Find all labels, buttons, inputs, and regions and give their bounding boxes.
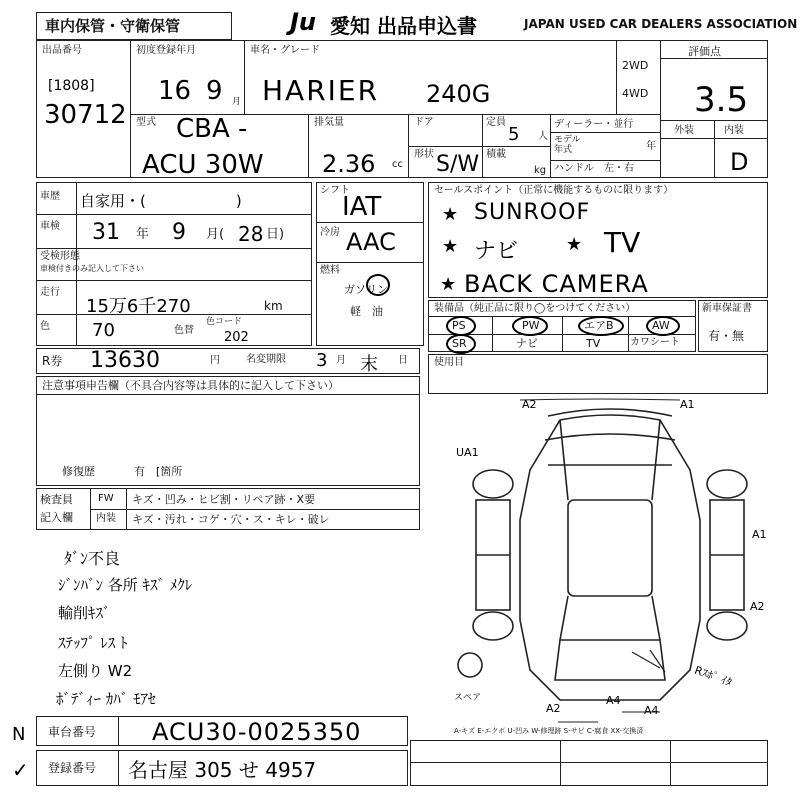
chassis-label: 車台番号: [48, 725, 97, 739]
margin-mark-check: ✓: [12, 758, 29, 782]
color-value: 70: [92, 320, 115, 341]
equipment-label: 装備品（純正品に限り◯をつけてください）: [434, 303, 636, 314]
model-year-label-1: モデル: [554, 135, 581, 145]
inspection-year: 31: [92, 220, 120, 245]
repair-history-value: 有 [箇所: [134, 465, 183, 478]
equip-airbag: エアB: [584, 319, 614, 332]
reg-month: 9: [206, 76, 223, 106]
damage-mark-4: A1: [752, 528, 767, 541]
inspection-day-unit: 日): [266, 227, 285, 242]
interior-check-text: キズ・汚れ・コゲ・穴・ス・キレ・破レ: [132, 513, 330, 526]
damage-mark-8: A4: [644, 704, 659, 717]
receive-sub: 車検付きのみ記入して下さい: [40, 264, 144, 273]
equip-ps: PS: [452, 319, 466, 332]
bottom-right-frame: [410, 740, 768, 786]
shift-value: IAT: [342, 192, 382, 222]
inspection-month: 9: [172, 220, 186, 245]
fuel-light-oil: 軽 油: [350, 305, 383, 318]
lot-label: 出品番号: [42, 45, 82, 56]
note-line-4: ｽﾃｯﾌﾟ ﾚｽ ﾄ: [58, 634, 128, 652]
model-type-2: ACU 30W: [142, 150, 264, 180]
car-name-label: 車名・グレード: [250, 45, 320, 56]
model-year-unit: 年: [646, 141, 656, 152]
sales-star-1: ★: [442, 204, 459, 225]
handle-label: ハンドル 左・右: [554, 163, 634, 174]
registration-label: 登録番号: [48, 761, 97, 775]
registration-number: 名古屋 305 せ 4957: [128, 758, 317, 782]
score-value: 3.5: [694, 80, 749, 120]
damage-mark-6: A2: [546, 702, 561, 715]
name-change-label: 名変期限: [246, 354, 286, 365]
fw-text: キズ・凹み・ヒビ割・リペア跡・X要: [132, 493, 316, 506]
storage-stamp-text: 車内保管・守衛保管: [45, 17, 181, 35]
inspection-month-unit: 月(: [206, 227, 225, 242]
score-label: 評価点: [688, 45, 721, 58]
spare-label: スペア: [454, 693, 482, 703]
note-line-3: 輸削ｷｽﾞ: [58, 604, 111, 622]
color-change-label: 色替: [174, 325, 194, 336]
fuel-gasoline: ガソリン: [344, 283, 388, 296]
displacement-unit: cc: [392, 159, 403, 170]
model-year-label-2: 年式: [554, 145, 573, 155]
lot-code: [1808]: [48, 78, 95, 94]
inspector-label-2: 記入欄: [40, 511, 73, 524]
receive-label: 受検形態: [40, 251, 80, 262]
color-code: 202: [224, 330, 249, 345]
equip-navi: ナビ: [516, 337, 538, 350]
r-ticket-value: 13630: [90, 348, 160, 373]
equip-leather-seat: カワシート: [630, 337, 680, 348]
displacement: 2.36: [322, 150, 376, 178]
history-value: 自家用・( ): [80, 192, 242, 210]
sales-point-tv: TV: [604, 226, 641, 259]
usage-label: 使用目: [434, 357, 464, 368]
door-label: ドア: [414, 117, 434, 128]
equip-aw: AW: [652, 319, 670, 332]
capacity: 5: [508, 124, 520, 145]
interior-label: 内装: [724, 125, 744, 136]
mileage-unit: km: [264, 299, 283, 313]
form-title: 愛知 出品申込書: [330, 14, 477, 38]
sales-point-sunroof: SUNROOF: [474, 200, 591, 225]
note-line-5: 左側り W2: [58, 662, 133, 680]
displacement-label: 排気量: [314, 117, 344, 128]
body-type: S/W: [436, 152, 480, 177]
interior-score: D: [730, 148, 749, 176]
ju-logo: Ju: [290, 8, 317, 36]
drive-4wd: 4WD: [622, 87, 649, 100]
load-unit: kg: [534, 165, 547, 176]
model-type-1: CBA -: [176, 114, 248, 144]
damage-mark-5: A2: [750, 600, 765, 613]
car-grade: 240G: [426, 80, 491, 108]
damage-mark-1: A2: [522, 398, 537, 411]
chassis-number: ACU30-0025350: [152, 718, 362, 746]
reg-month-unit: 月: [232, 97, 242, 107]
new-car-warranty-value: 有・無: [708, 329, 745, 343]
inspection-year-unit: 年: [136, 227, 150, 242]
sales-star-3: ★: [566, 234, 583, 255]
color-label: 色: [40, 321, 50, 332]
margin-mark-n: N: [12, 724, 26, 745]
sales-points-label: セールスポイント（正常に機能するものに限ります）: [434, 185, 674, 196]
damage-mark-7: A4: [606, 694, 621, 707]
inspection-day: 28: [238, 222, 264, 246]
inspector-label-1: 検査員: [40, 493, 73, 506]
equip-pw: PW: [522, 319, 540, 332]
reg-year: 16: [158, 76, 192, 106]
new-car-warranty-label: 新車保証書: [702, 303, 752, 314]
equip-tv: TV: [586, 337, 601, 350]
name-change-day: 日: [398, 355, 408, 366]
model-type-label: 型式: [136, 117, 156, 128]
lot-number: 30712: [44, 100, 127, 130]
sales-point-navi: ナビ: [474, 239, 519, 264]
capacity-label: 定員: [486, 117, 506, 128]
name-change-unit: 月: [336, 355, 346, 366]
car-name: HARIER: [262, 74, 380, 107]
repair-history-label: 修復歴: [62, 465, 95, 478]
aircon-value: AAC: [346, 228, 396, 256]
damage-mark-2: A1: [680, 398, 695, 411]
history-label: 車歴: [40, 191, 60, 202]
capacity-unit: 人: [538, 131, 548, 142]
name-change-month: 3: [316, 350, 328, 371]
sales-star-2: ★: [442, 236, 459, 257]
r-ticket-unit: 円: [210, 355, 220, 366]
body-label: 形状: [414, 149, 434, 160]
fw-label: FW: [98, 493, 114, 504]
note-line-6: ﾎﾞﾃﾞｨｰ ｶﾊﾞ ﾓｱｾ: [56, 690, 156, 708]
drive-2wd: 2WD: [622, 59, 649, 72]
inspection-label: 車検: [40, 221, 60, 232]
diagram-note: Rｽﾎﾟ ｲﾀ: [692, 663, 734, 690]
interior-check-label: 内装: [96, 513, 116, 524]
sales-point-camera: BACK CAMERA: [464, 270, 649, 298]
r-ticket-label: R券: [42, 354, 63, 368]
name-change-end: 末: [360, 354, 378, 375]
color-code-label: 色コード: [206, 317, 243, 327]
exterior-label: 外装: [674, 125, 694, 136]
fuel-label: 燃料: [320, 265, 340, 276]
note-line-1: ﾀﾞﾝ不良: [64, 549, 121, 568]
note-line-2: ｼﾞﾝﾊﾞﾝ 各所 ｷｽﾞ ﾒｸﾚ: [58, 576, 193, 594]
aircon-label: 冷房: [320, 227, 340, 238]
damage-mark-3: UA1: [456, 446, 479, 459]
damage-legend: A-キズ E-エクボ U-凹み W-修理跡 S-サビ C-腐食 XX-交換済: [454, 727, 644, 735]
notes-label: 注意事項申告欄（不具合内容等は具体的に記入して下さい）: [42, 379, 339, 392]
mileage-label: 走行: [40, 287, 60, 298]
association-name: JAPAN USED CAR DEALERS ASSOCIATION: [524, 17, 798, 31]
equip-sr: SR: [452, 337, 467, 350]
first-reg-label: 初度登録年月: [136, 45, 196, 56]
mileage-value: 15万6千270: [86, 296, 191, 317]
shift-label: シフト: [320, 185, 350, 196]
sales-star-4: ★: [440, 274, 457, 295]
load-label: 積載: [486, 149, 506, 160]
dealer-label: ディーラー・並行: [554, 119, 634, 130]
